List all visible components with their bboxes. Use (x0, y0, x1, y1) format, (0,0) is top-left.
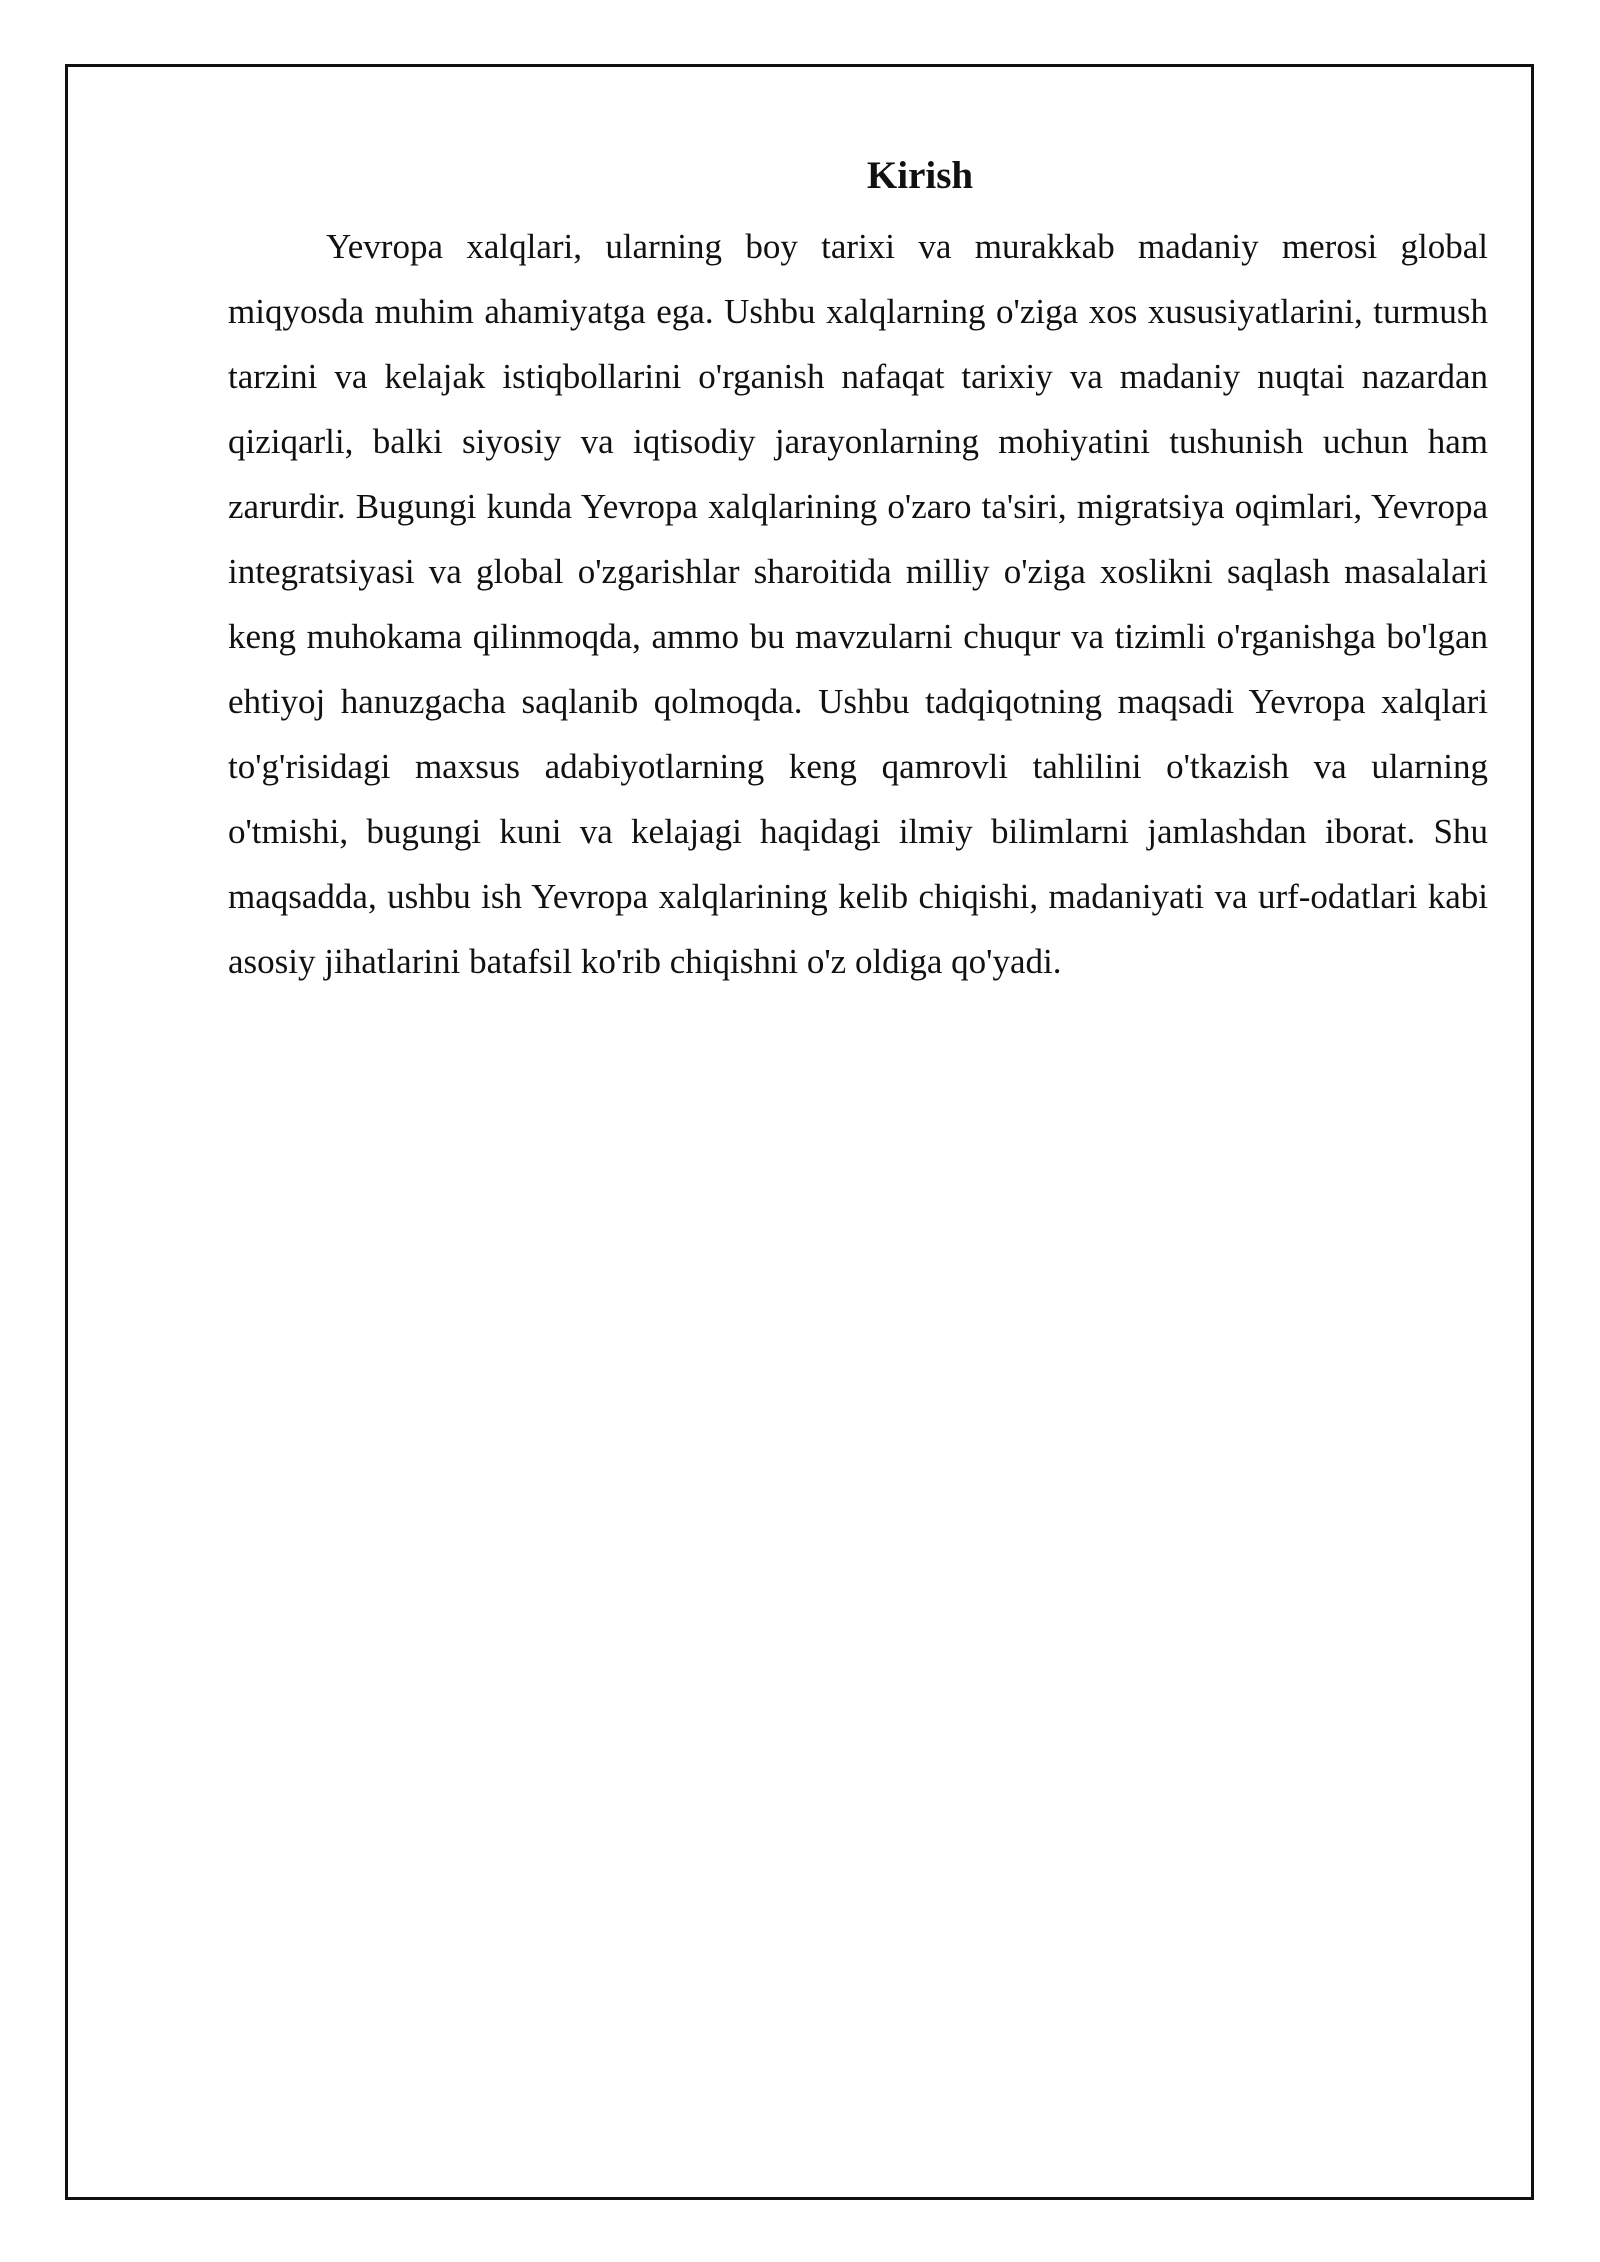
document-body (228, 148, 1488, 994)
section-heading: Kirish (866, 154, 974, 197)
body-paragraph: Yevropa xalqlari, ularning boy tarixi va murakkab madaniy merosi global miqyosda muhim ahamiyatga ega. Ushbu xalqlarning o'ziga xos xususiyatlarini, turmush tarzini va kelajak istiqbollarini o'rganish nafaqat tarixiy va madaniy nuqtai nazardan qiziqarli, balki siyosiy va iqtisodiy jarayonlarning mohiyatini tushunish uchun ham zarurdir. Bugungi kunda Yevropa xalqlarining o'zaro ta'siri, migratsiya oqimlari, Yevropa integratsiyasi va global o'zgarishlar sharoitida milliy o'ziga xoslikni saqlash masalalari keng muhokama qilinmoqda, ammo bu mavzularni chuqur va tizimli o'rganishga bo'lgan ehtiyoj hanuzgacha saqlanib qolmoqda. Ushbu tadqiqotning maqsadi Yevropa xalqlari to'g'risidagi maxsus adabiyotlarning keng qamrovli tahlilini o'tkazish va ularning o'tmishi, bugungi kuni va kelajagi haqidagi ilmiy bilimlarni jamlashdan iborat. Shu maqsadda, ushbu ish Yevropa xalqlarining kelib chiqishi, madaniyati va urf-odatlari kabi asosiy jihatlarini batafsil ko'rib chiqishni o'z oldiga qo'yadi. (228, 227, 1488, 981)
